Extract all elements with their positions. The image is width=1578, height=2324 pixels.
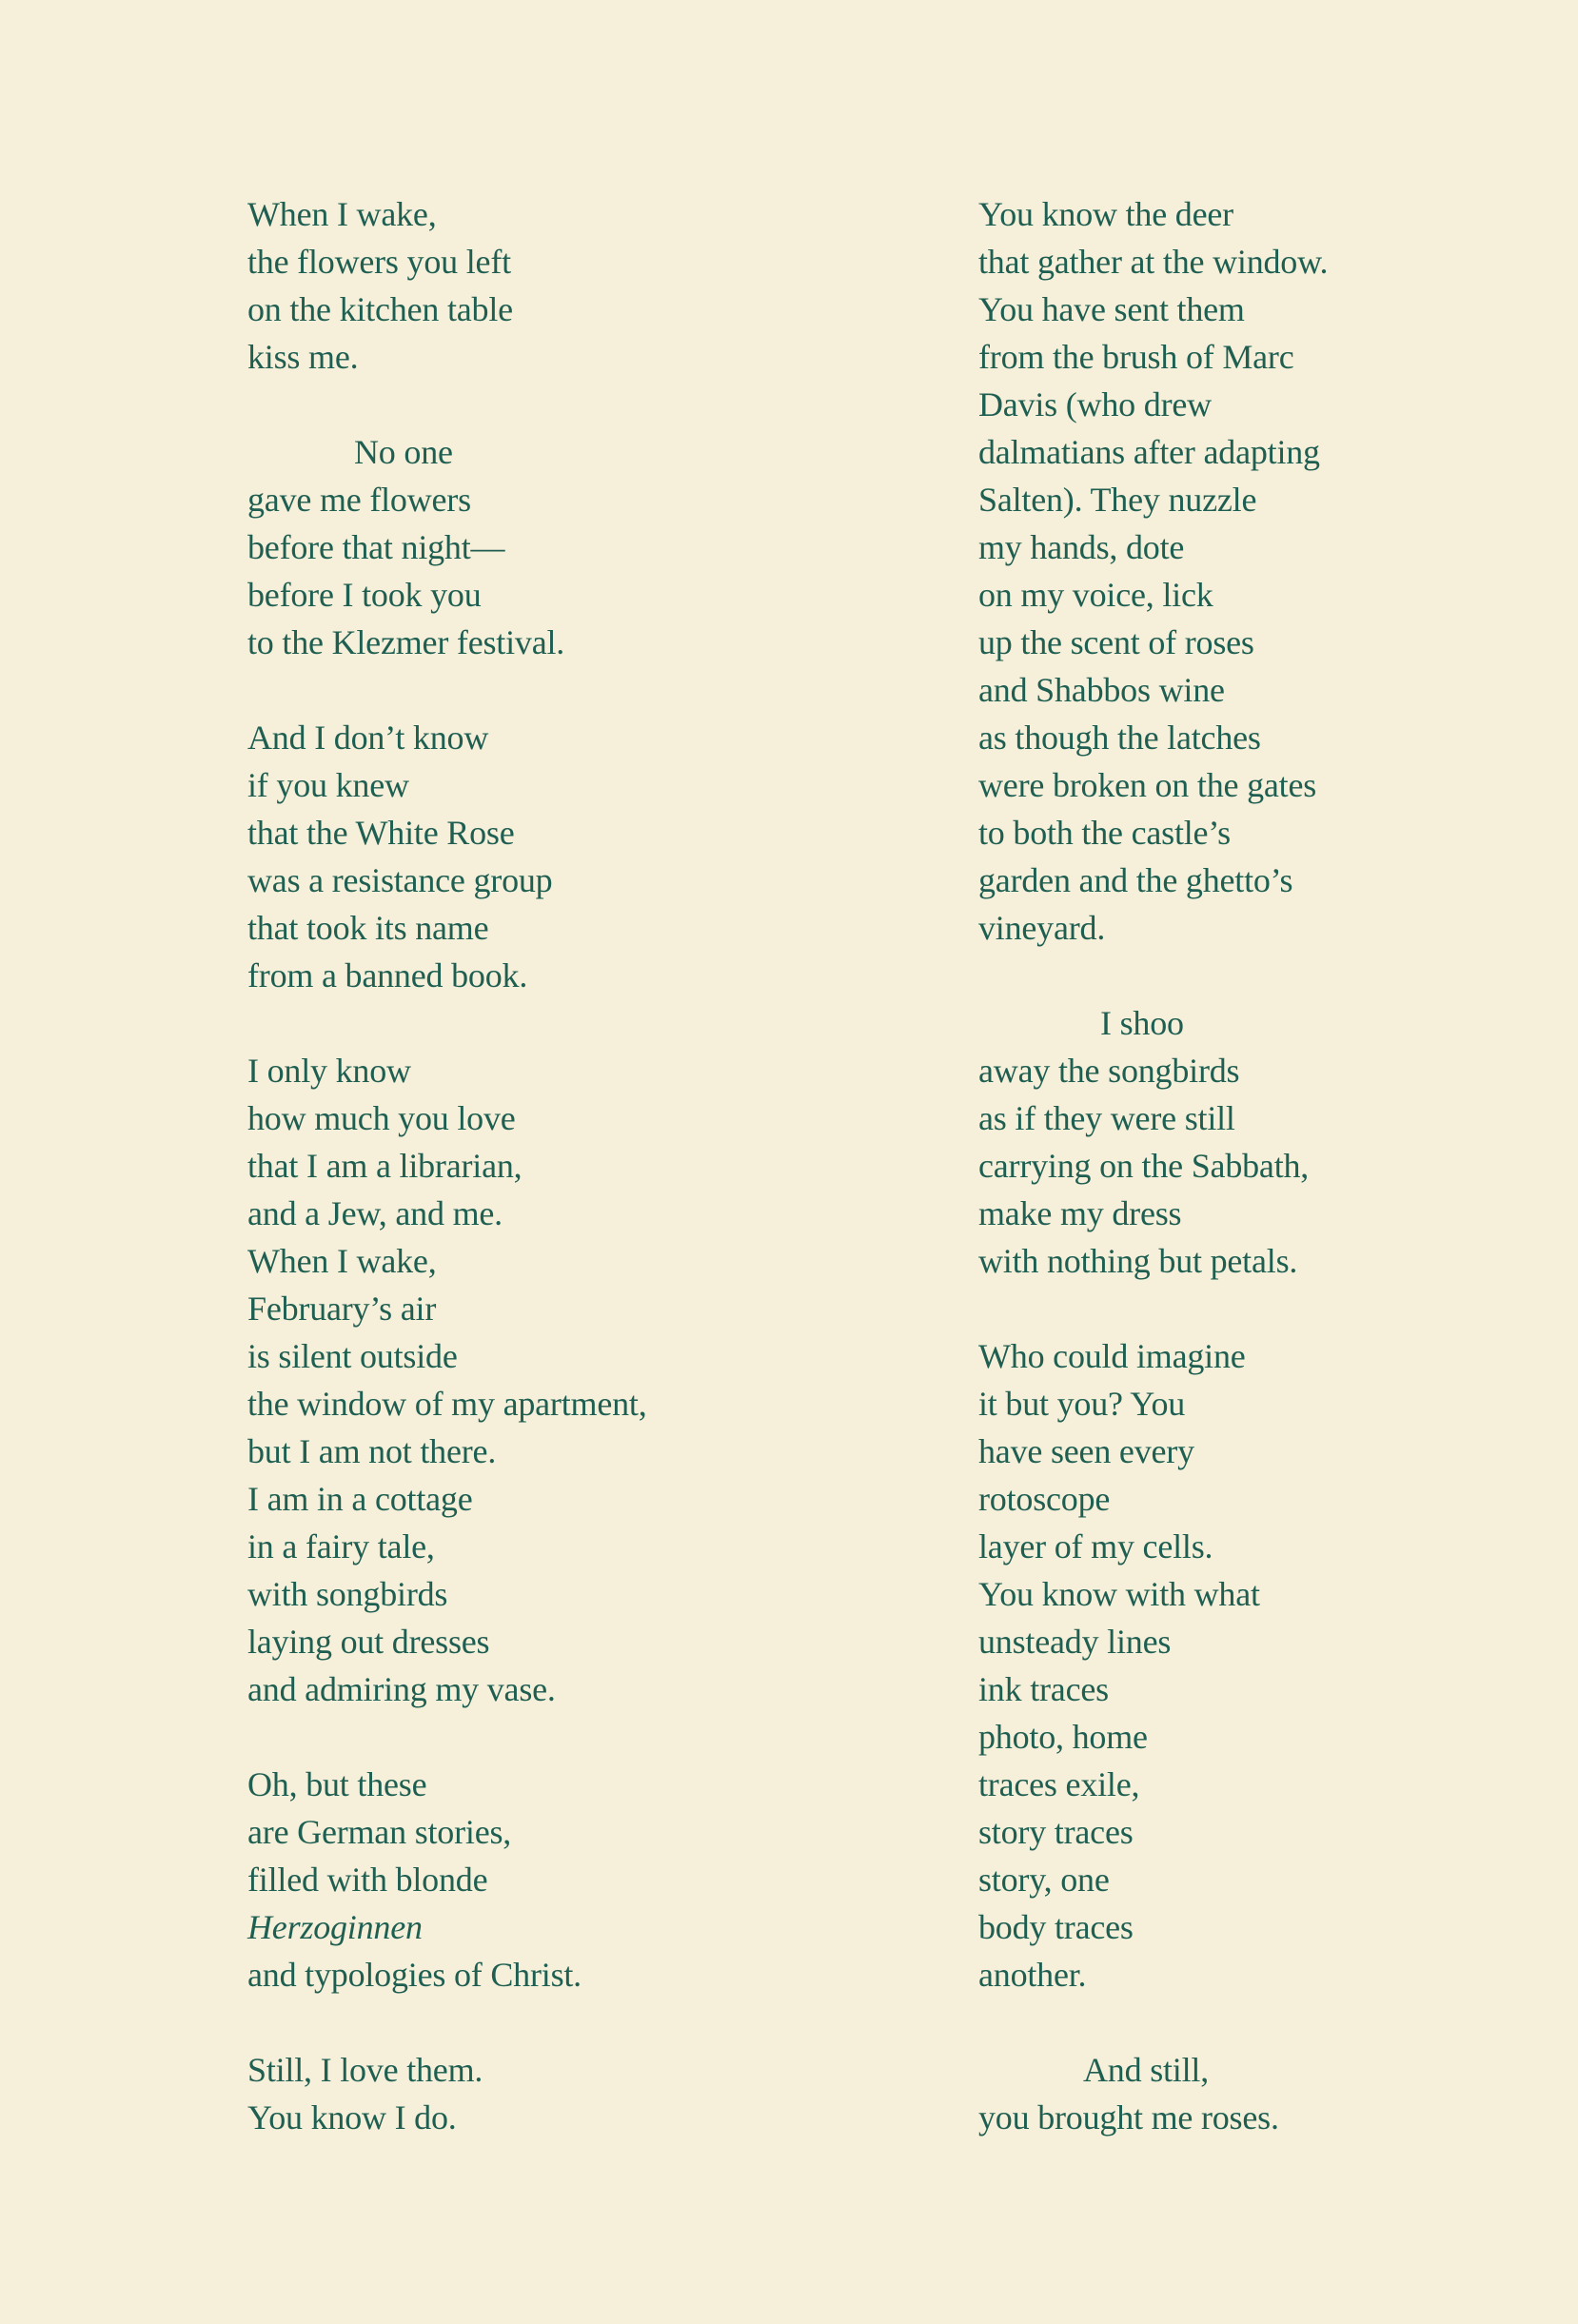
poem-line: And still, [1083, 2051, 1210, 2089]
poem-line: away the songbirds [978, 1052, 1240, 1090]
stanza [247, 428, 647, 666]
poem-line: laying out dresses [247, 1623, 490, 1661]
poem-line: No one [354, 433, 453, 471]
poem-line: February’s air [247, 1290, 437, 1328]
poem-line: When I wake, [247, 1242, 437, 1280]
poem-line: Still, I love them. [247, 2051, 483, 2089]
poem-line: I am in a cottage [247, 1480, 473, 1518]
poem-line: filled with blonde [247, 1861, 488, 1899]
poem-line: the window of my apartment, [247, 1385, 647, 1423]
poem-line: my hands, dote [978, 528, 1185, 566]
poem-line: story traces [978, 1813, 1134, 1851]
poem-line: make my dress [978, 1194, 1182, 1232]
poem-line: vineyard. [978, 909, 1106, 947]
stanza [978, 2046, 1328, 2141]
poem-line: body traces [978, 1908, 1134, 1946]
stanza [247, 714, 647, 999]
poem-line: before I took you [247, 576, 482, 614]
poem-line: kiss me. [247, 338, 359, 376]
stanza [978, 999, 1328, 1285]
poem-line: You know the deer [978, 195, 1233, 233]
poem-line: photo, home [978, 1718, 1148, 1756]
poem-line-italic: Herzoginnen [247, 1908, 423, 1946]
poem-line: as though the latches [978, 719, 1261, 757]
stanza [247, 1761, 647, 1999]
poem-line: that gather at the window. [978, 243, 1329, 281]
stanza [978, 190, 1328, 952]
poem-line: that took its name [247, 909, 489, 947]
poem-line: You know with what [978, 1575, 1260, 1613]
poem-line: gave me flowers [247, 481, 471, 519]
poem-line: to the Klezmer festival. [247, 623, 565, 661]
poem-line: before that night— [247, 528, 505, 566]
poem-line: When I wake, [247, 195, 437, 233]
poem-line: and a Jew, and me. [247, 1194, 503, 1232]
poem-left-column [247, 190, 647, 2189]
poem-line: on the kitchen table [247, 290, 513, 328]
poem-line: Who could imagine [978, 1337, 1246, 1375]
poem-line: with songbirds [247, 1575, 448, 1613]
poem-line: and admiring my vase. [247, 1670, 556, 1708]
stanza [978, 1332, 1328, 1999]
poem-line: ink traces [978, 1670, 1109, 1708]
poem-right-column [978, 190, 1328, 2189]
poem-line: Salten). They nuzzle [978, 481, 1257, 519]
poem-line: And I don’t know [247, 719, 489, 757]
poem-line: another. [978, 1956, 1087, 1994]
stanza [247, 2046, 647, 2141]
poem-line: dalmatians after adapting [978, 433, 1320, 471]
poem-line: how much you love [247, 1099, 516, 1137]
poem-line: is silent outside [247, 1337, 458, 1375]
poem-line: the flowers you left [247, 243, 511, 281]
poem-line: you brought me roses. [978, 2098, 1279, 2137]
poem-line: Davis (who drew [978, 385, 1212, 423]
poem-line: I only know [247, 1052, 411, 1090]
poem-line: on my voice, lick [978, 576, 1213, 614]
poem-line: were broken on the gates [978, 766, 1317, 804]
poem-line: are German stories, [247, 1813, 512, 1851]
poem-line: in a fairy tale, [247, 1527, 435, 1566]
poem-line: I shoo [1100, 1004, 1184, 1042]
poem-line: and Shabbos wine [978, 671, 1225, 709]
poem-line: but I am not there. [247, 1432, 497, 1470]
poem-line: it but you? You [978, 1385, 1186, 1423]
poem-line: from the brush of Marc [978, 338, 1294, 376]
poem-line: from a banned book. [247, 956, 528, 995]
poem-line: up the scent of roses [978, 623, 1254, 661]
poem-line: rotoscope [978, 1480, 1111, 1518]
poem-line: carrying on the Sabbath, [978, 1147, 1310, 1185]
poem-line: if you knew [247, 766, 409, 804]
poem-line: traces exile, [978, 1765, 1140, 1803]
poem-line: Oh, but these [247, 1765, 427, 1803]
poem-line: that I am a librarian, [247, 1147, 523, 1185]
poem-line: garden and the ghetto’s [978, 861, 1293, 899]
poem-line: as if they were still [978, 1099, 1235, 1137]
poem-line: and typologies of Christ. [247, 1956, 582, 1994]
stanza [247, 190, 647, 381]
poem-line: unsteady lines [978, 1623, 1172, 1661]
poem-line: have seen every [978, 1432, 1194, 1470]
poem-line: You know I do. [247, 2098, 457, 2137]
poem-line: layer of my cells. [978, 1527, 1213, 1566]
poem-line: You have sent them [978, 290, 1245, 328]
poem-line: that the White Rose [247, 814, 515, 852]
poem-line: story, one [978, 1861, 1110, 1899]
poem-line: with nothing but petals. [978, 1242, 1298, 1280]
poem-line: was a resistance group [247, 861, 553, 899]
poem-line: to both the castle’s [978, 814, 1231, 852]
stanza [247, 1047, 647, 1713]
